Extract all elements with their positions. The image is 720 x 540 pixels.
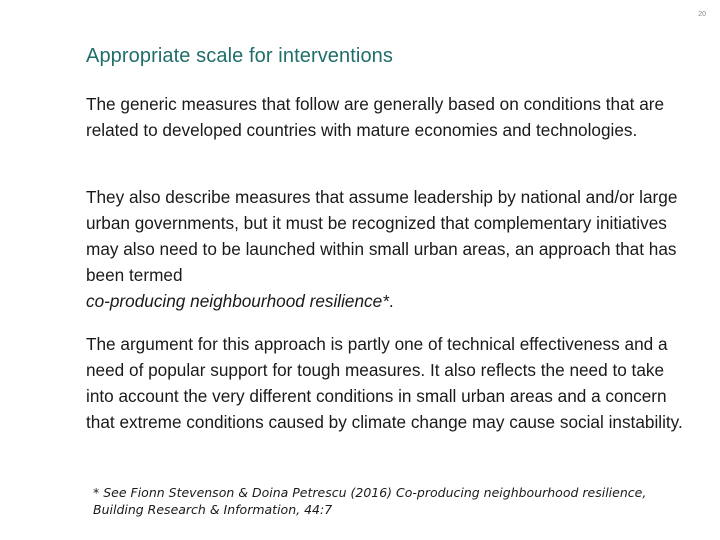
page-number: 20 (698, 11, 706, 18)
slide-title: Appropriate scale for interventions (86, 45, 393, 67)
paragraph-generic-measures: The generic measures that follow are generally based on conditions that are related to developed countries with mature economies and technologies. (86, 94, 665, 140)
emphasis-term: co-producing neighbourhood resilience* (86, 291, 389, 311)
paragraph-leadership (86, 184, 686, 314)
paragraph-leadership-text: They also describe measures that assume leadership by national and/or large urban governments, but it must be recognized that complementary initiatives may also need to be launched within small urban areas, an approach that has been termed (86, 187, 678, 285)
footnote: * See Fionn Stevenson & Doina Petrescu (2016) Co-producing neighbourhood resilience, Building Research & Information, 44:7 (93, 485, 647, 517)
paragraph-leadership-end: . (388, 291, 394, 311)
paragraph-argument: The argument for this approach is partly one of technical effectiveness and a need of popular support for tough measures. It also reflects the need to take into account the very different conditions in small urban areas and a concern that extreme conditions caused by climate change may cause social instability. (86, 334, 683, 432)
